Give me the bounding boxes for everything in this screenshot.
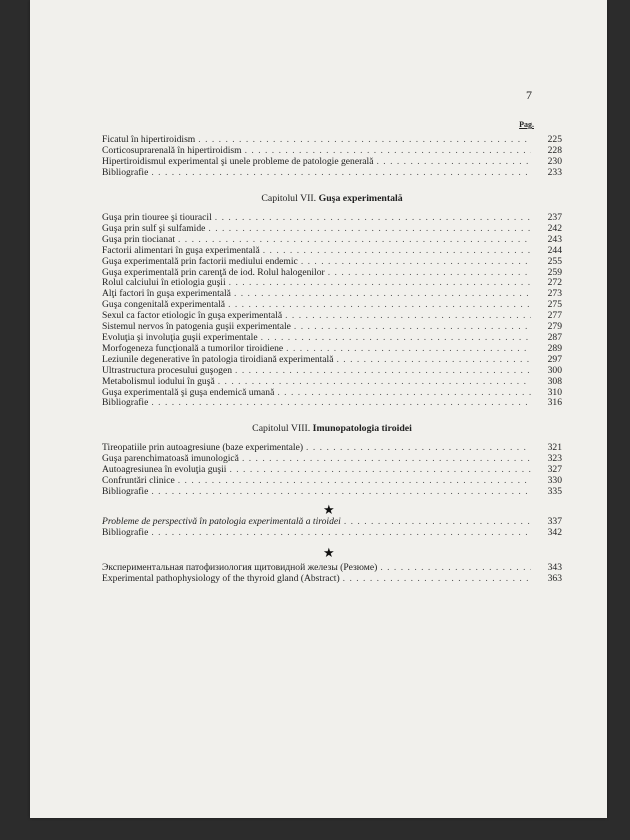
toc-entry-title: Alţi factori în guşa experimentală	[102, 288, 231, 300]
leader-dots	[234, 289, 531, 300]
toc-entry-page: 244	[547, 244, 562, 256]
leader-dots	[229, 465, 531, 476]
toc-entry-title: Factorii alimentari în guşa experimentală	[102, 244, 260, 256]
toc-entry	[102, 366, 562, 377]
star-separator-1: ★	[323, 502, 335, 517]
toc-entry-title: Sexul ca factor etiologic în guşa experimentală	[102, 310, 283, 322]
toc-entry-page: 242	[547, 222, 562, 234]
toc-entry	[102, 398, 562, 409]
leader-dots	[344, 517, 531, 528]
toc-entry-page: 323	[547, 452, 562, 464]
toc-entry-title: Corticosuprarenală în hipertiroidism	[102, 144, 242, 156]
toc-entry-page: 273	[547, 288, 562, 300]
toc-entry-title: Probleme de perspectivă în patologia experimentală a tiroidei	[102, 516, 341, 527]
leader-dots	[151, 487, 531, 498]
toc-entry-title: Bibliografie	[102, 166, 149, 178]
leader-dots	[294, 322, 531, 333]
toc-entry-title: Ficatul în hipertiroidism	[102, 134, 196, 145]
toc-entry-page: 330	[547, 474, 562, 486]
leader-dots	[328, 268, 531, 279]
toc-entry-page: 225	[547, 134, 562, 145]
toc-entry-title: Hipertiroidismul experimental şi unele probleme de patologie generală	[102, 155, 374, 167]
toc-entry-title: Evoluţia şi involuţia guşii experimentale	[102, 331, 258, 343]
toc-entry-page: 287	[547, 331, 562, 343]
toc-entry-page: 259	[547, 266, 562, 278]
toc-entry-title: Ultrastructura procesului guşogen	[102, 364, 233, 376]
chapter-8-prefix: Capitolul VIII.	[252, 423, 311, 434]
leader-dots	[277, 388, 531, 399]
leader-dots	[336, 355, 531, 366]
toc-entry	[102, 517, 562, 528]
leader-dots	[380, 563, 531, 574]
chapter-8-title: Imunopatologia tiroidei	[312, 423, 412, 434]
toc-entry-title: Guşa prin tiocianat	[102, 233, 175, 245]
toc-entry-title: Bibliografie	[102, 526, 149, 538]
chapter-7-title: Guşa experimentală	[318, 193, 403, 204]
toc-entry-title: Guşa experimentală şi guşa endemică umană	[102, 386, 275, 398]
toc-entry-page: 321	[547, 442, 562, 453]
toc-entry-title: Bibliografie	[102, 397, 149, 409]
leader-dots	[229, 278, 531, 289]
toc-entry-page: 272	[547, 277, 562, 289]
chapter-8-heading	[102, 423, 562, 434]
leader-dots	[151, 528, 531, 539]
chapter-7-heading	[102, 193, 562, 204]
toc-entry-page: 308	[547, 375, 562, 387]
leader-dots	[306, 443, 531, 454]
toc-entry-title: Confruntări clinice	[102, 474, 175, 486]
leader-dots	[215, 213, 531, 224]
toc-entry-page: 327	[547, 463, 562, 475]
toc-entry-title: Morfogeneza funcţională a tumorilor tiroidiene	[102, 342, 284, 354]
toc-entry-title: Guşa prin tiouree şi tiouracil	[102, 212, 212, 223]
toc-entry-page: 335	[547, 485, 562, 497]
toc-section-2	[102, 213, 562, 409]
toc-entry-page: 343	[547, 562, 562, 573]
toc-entry-page: 243	[547, 233, 562, 245]
chapter-7-prefix: Capitolul VII.	[261, 193, 317, 204]
toc-entry-page: 342	[547, 526, 562, 538]
leader-dots	[376, 157, 531, 168]
leader-dots	[261, 333, 531, 344]
book-page	[30, 0, 607, 818]
toc-entry-title: Bibliografie	[102, 485, 149, 497]
leader-dots	[343, 574, 531, 585]
toc-section-1	[102, 135, 562, 179]
page-number: 7	[526, 88, 532, 102]
toc-entry-page: 237	[547, 212, 562, 223]
leader-dots	[235, 366, 531, 377]
toc-entry-title: Autoagresiunea în evoluţia guşii	[102, 463, 227, 475]
toc-entry	[102, 257, 562, 268]
toc-entry-title: Tireopatiile prin autoagresiune (baze experimentale)	[102, 442, 304, 453]
toc-entry-title: Metabolismul iodului în guşă	[102, 375, 215, 387]
leader-dots	[263, 246, 531, 257]
leader-dots	[151, 168, 531, 179]
toc-entry-page: 310	[547, 386, 562, 398]
toc-entry-page: 289	[547, 342, 562, 354]
pag-column-label: Pag.	[519, 120, 534, 129]
toc-entry-title: Guşa prin sulf şi sulfamide	[102, 222, 206, 234]
toc-entry-title: Guşa experimentală prin carenţă de iod. Rolul halogenilor	[102, 266, 325, 278]
toc-entry-page: 277	[547, 310, 562, 322]
toc-entry	[102, 574, 562, 585]
toc-entry-page: 363	[547, 572, 562, 584]
leader-dots	[198, 135, 531, 146]
toc-entry	[102, 246, 562, 257]
toc-entry-page: 279	[547, 321, 562, 333]
toc-entry-page: 255	[547, 255, 562, 267]
toc-entry-page: 233	[547, 166, 562, 178]
toc-entry-page: 228	[547, 144, 562, 156]
toc-entry-title: Sistemul nervos în patogenia guşii experimentale	[102, 321, 291, 333]
toc-entry-title: Экспериментальная патофизиология щитовидной железы (Резюме)	[102, 562, 378, 573]
toc-entry-page: 316	[547, 397, 562, 409]
leader-dots	[151, 398, 531, 409]
leader-dots	[218, 377, 531, 388]
toc-section-5	[102, 563, 562, 585]
toc-entry	[102, 487, 562, 498]
leader-dots	[301, 257, 531, 268]
toc-entry-title: Leziunile degenerative în patologia tiroidiană experimentală	[102, 353, 334, 365]
toc-entry-title: Guşa parenchimatoasă imunologică	[102, 452, 239, 464]
leader-dots	[242, 454, 531, 465]
toc-section-3	[102, 443, 562, 498]
toc-entry-page: 230	[547, 155, 562, 167]
toc-entry-title: Experimental pathophysiology of the thyroid gland (Abstract)	[102, 572, 340, 584]
toc-entry	[102, 528, 562, 539]
leader-dots	[178, 476, 531, 487]
toc-entry-page: 300	[547, 364, 562, 376]
toc-entry-title: Guşa experimentală prin factorii mediului endemic	[102, 255, 298, 267]
toc-section-4	[102, 517, 562, 539]
toc-entry-page: 275	[547, 299, 562, 311]
toc-entry	[102, 476, 562, 487]
toc-entry	[102, 157, 562, 168]
toc-entry	[102, 377, 562, 388]
toc-entry	[102, 168, 562, 179]
toc-entry-title: Rolul calciului în etiologia guşii	[102, 277, 226, 289]
toc-entry-title: Guşa congenitală experimentală	[102, 299, 226, 311]
toc-entry-page: 337	[547, 516, 562, 527]
star-separator-2: ★	[323, 545, 335, 560]
toc-entry	[102, 388, 562, 399]
leader-dots	[285, 311, 531, 322]
toc-entry-page: 297	[547, 353, 562, 365]
leader-dots	[208, 224, 531, 235]
